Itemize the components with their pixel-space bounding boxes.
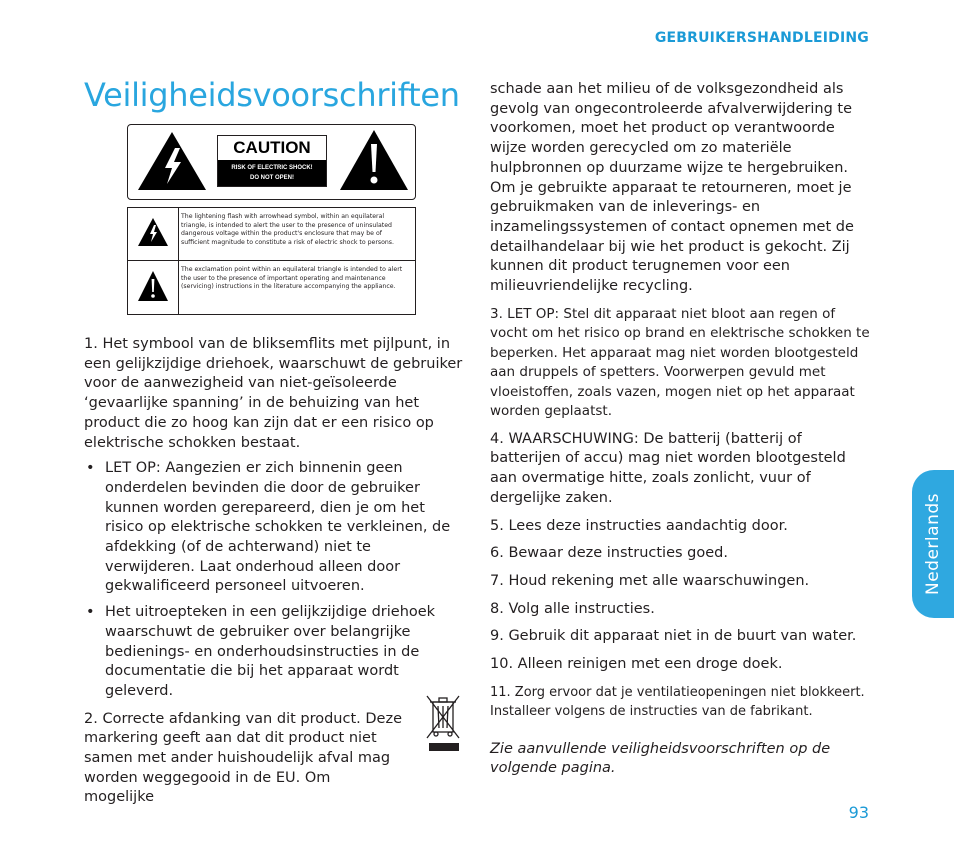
bullet-1-lead: LET OP: (105, 460, 161, 477)
side-tab-label: Nederlands (923, 493, 944, 595)
exclamation-warning-icon (338, 128, 410, 192)
header-title: GEBRUIKERSHANDLEIDING (654, 30, 869, 46)
legend-row-exclamation (128, 261, 415, 314)
right-column (490, 80, 875, 779)
item-4 (490, 430, 875, 509)
legend-text-exclamation: The exclamation point within an equilateral triangle is intended to alert the user to the presence of important operating and maintenance (servicing) instructions in the literature accompanying the appliance. (181, 266, 403, 291)
crossed-out-bin-icon (424, 692, 462, 752)
caution-sticker (217, 135, 327, 187)
continuation-note: Zie aanvullende veiligheidsvoorschriften op de volgende pagina. (490, 740, 831, 777)
item-4-lead: WAARSCHUWING (508, 430, 634, 447)
item-2-continued: schade aan het milieu of de volksgezondheid als gevolg van ongecontroleerde afvalverwijdering te voorkomen, moet het product op verantwoorde wijze worden gerecycled om zo materiële hulpbronnen op duurzame wijze te hergebruiken. Om je gebruikte apparaat te retourneren, moet je gebruikmaken van de inleverings- en inzamelingssystemen of contact opnemen met de detailhandelaar bij wie het product is gekocht. Zij kunnen dit product terugnemen voor een milieuvriendelijke recycling. (490, 81, 854, 295)
bullet-dot: • (86, 460, 95, 477)
item-8: 8. Volg alle instructies. (490, 600, 655, 617)
caution-title: CAUTION (233, 138, 311, 157)
left-column (84, 335, 464, 808)
item-2: 2. Correcte afdanking van dit product. Deze markering geeft aan dat dit product niet samen met ander huishoudelijk afval mag worden weggegooid in de EU. Om mogelijke (84, 710, 402, 806)
lightning-warning-icon (137, 217, 169, 247)
bullet-dot: • (86, 604, 95, 621)
bullet-exclamation (84, 603, 464, 702)
caution-warning-box (218, 160, 326, 186)
page-number: 93 (848, 803, 869, 822)
item-10: 10. Alleen reinigen met een droge doek. (490, 656, 783, 673)
item-1: 1. Het symbool van de bliksemflits met pijlpunt, in een gelijkzijdige driehoek, waarschuwt de gebruiker voor de aanwezigheid van niet-geïsoleerde ‘gevaarlijke spanning’ in de behuizing van het product die zo hoog kan zijn dat er een risico op elektrische schokken bestaat. (84, 336, 463, 451)
caution-line-1: RISK OF ELECTRIC SHOCK! (231, 165, 313, 171)
item-3-number: 3. (490, 305, 508, 322)
item-11: 11. Zorg ervoor dat je ventilatieopeningen niet blokkeert. Installeer volgens de instructies van de fabrikant. (490, 684, 865, 719)
bullet-1-text: Aangezien er zich binnenin geen onderdelen bevinden die door de gebruiker kunnen worden gerepareerd, dien je om het risico op elektrische schokken te verkleinen, de afdekking (of de achterwand) niet te verwijderen. Laat onderhoud alleen door gekwalificeerd personeel uitvoeren. (105, 460, 451, 595)
item-4-text: : De batterij (batterij of batterijen of accu) mag niet worden blootgesteld aan overmatige hitte, zoals zonlicht, vuur of dergelijke zaken. (490, 430, 846, 506)
symbol-legend-table (127, 207, 416, 315)
item-9: 9. Gebruik dit apparaat niet in de buurt van water. (490, 628, 857, 645)
language-side-tab[interactable] (912, 470, 954, 618)
legend-icon-cell (128, 208, 179, 260)
item-3 (490, 305, 875, 422)
lightning-warning-icon (136, 130, 208, 192)
legend-icon-cell (128, 261, 179, 314)
item-5: 5. Lees deze instructies aandachtig door. (490, 517, 788, 534)
page-title: Veiligheidsvoorschriften (84, 76, 460, 114)
legend-row-lightning (128, 208, 415, 261)
item-3-lead: LET OP: (507, 305, 560, 322)
legend-text-lightning: The lightening flash with arrowhead symbol, within an equilateral triangle, is intended to alert the user to the presence of uninsulated dangerous voltage within the product's enclosure that may be of sufficient magnitude to constitute a risk of electric shock to persons. (181, 213, 394, 246)
side-tab-label-wrap (912, 470, 954, 618)
item-7: 7. Houd rekening met alle waarschuwingen. (490, 572, 810, 589)
exclamation-warning-icon (137, 270, 169, 302)
item-4-number: 4. (490, 430, 509, 447)
bullet-2-text: Het uitroepteken in een gelijkzijdige driehoek waarschuwt de gebruiker over belangrijke bedienings- en onderhoudsinstructies in de documentatie die bij het apparaat wordt geleverd. (105, 604, 436, 699)
item-3-text: Stel dit apparaat niet bloot aan regen of vocht om het risico op brand en elektrische schokken te beperken. Het apparaat mag niet worden blootgesteld aan druppels of spetters. Voorwerpen gevuld met vloeistoffen, zoals vazen, mogen niet op het apparaat worden geplaatst. (490, 305, 870, 420)
caution-line-2: DO NOT OPEN! (249, 175, 294, 181)
item-6: 6. Bewaar deze instructies goed. (490, 545, 728, 562)
caution-label (127, 124, 416, 200)
bullet-let-op (84, 459, 464, 597)
